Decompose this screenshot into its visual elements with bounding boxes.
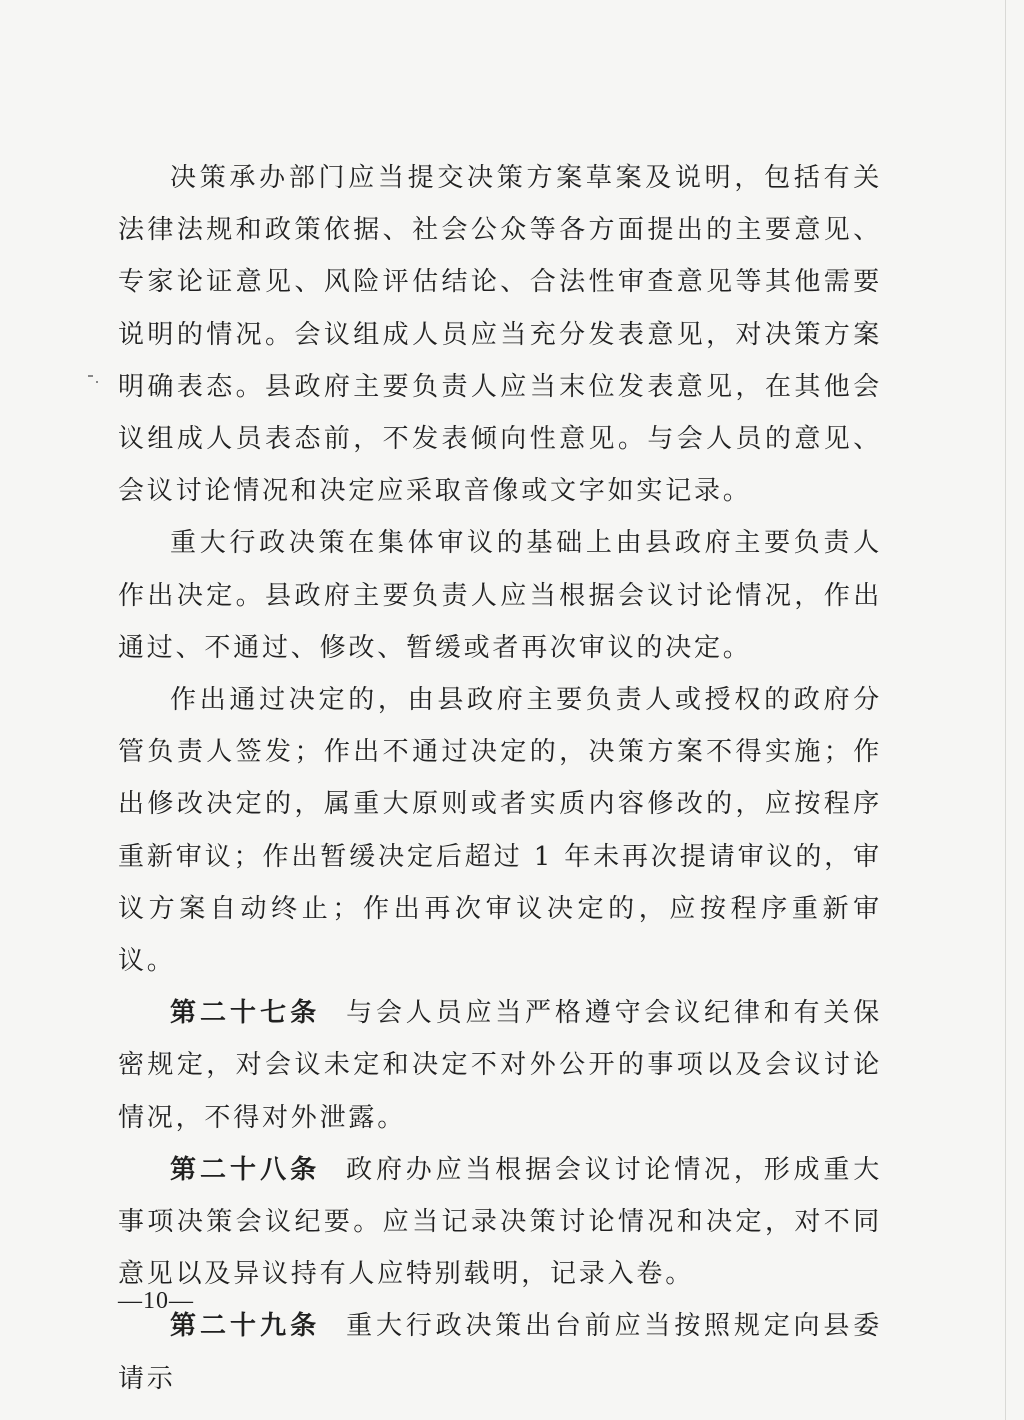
article-27-number: 第二十七条: [170, 998, 321, 1029]
paragraph-2: [118, 517, 882, 674]
scan-speck: [96, 381, 98, 383]
paragraph-3: [118, 674, 882, 987]
paragraph-text: 重大行政决策出台前应当按照规定向县委请示: [118, 1311, 882, 1394]
article-29-paragraph: [118, 1300, 882, 1404]
article-28-paragraph: [118, 1144, 882, 1301]
scan-edge-line: [1005, 0, 1006, 1420]
paragraph-text: 政府办应当根据会议讨论情况，形成重大事项决策会议纪要。应当记录决策讨论情况和决定，对不同意见以及异议持有人应特别载明，记录入卷。: [118, 1154, 882, 1290]
article-28-number: 第二十八条: [170, 1154, 321, 1185]
paragraph-text: 与会人员应当严格遵守会议纪律和有关保密规定，对会议未定和决定不对外公开的事项以及会议讨论情况，不得对外泄露。: [118, 998, 882, 1133]
scan-speck: [88, 375, 93, 377]
article-27-paragraph: [118, 987, 882, 1144]
paragraph-text: 重大行政决策在集体审议的基础上由县政府主要负责人作出决定。县政府主要负责人应当根据会议讨论情况，作出通过、不通过、修改、暂缓或者再次审议的决定。: [118, 528, 882, 663]
paragraph-text: 决策承办部门应当提交决策方案草案及说明，包括有关法律法规和政策依据、社会公众等各方面提出的主要意见、专家论证意见、风险评估结论、合法性审查意见等其他需要说明的情况。会议组成人员应当充分发表意见，对决策方案明确表态。县政府主要负责人应当末位发表意见，在其他会议组成人员表态前，不发表倾向性意见。与会人员的意见、会议讨论情况和决定应采取音像或文字如实记录。: [118, 163, 882, 507]
page-number: —10—: [118, 1288, 194, 1314]
article-29-number: 第二十九条: [170, 1311, 321, 1342]
paragraph-1: [118, 152, 882, 517]
paragraph-text: 作出通过决定的，由县政府主要负责人或授权的政府分管负责人签发；作出不通过决定的，决策方案不得实施；作出修改决定的，属重大原则或者实质内容修改的，应按程序重新审议；作出暂缓决定后超过 1 年未再次提请审议的，审议方案自动终止；作出再次审议决定的，应按程序重新审议。: [118, 685, 882, 977]
document-body: [118, 152, 882, 1405]
